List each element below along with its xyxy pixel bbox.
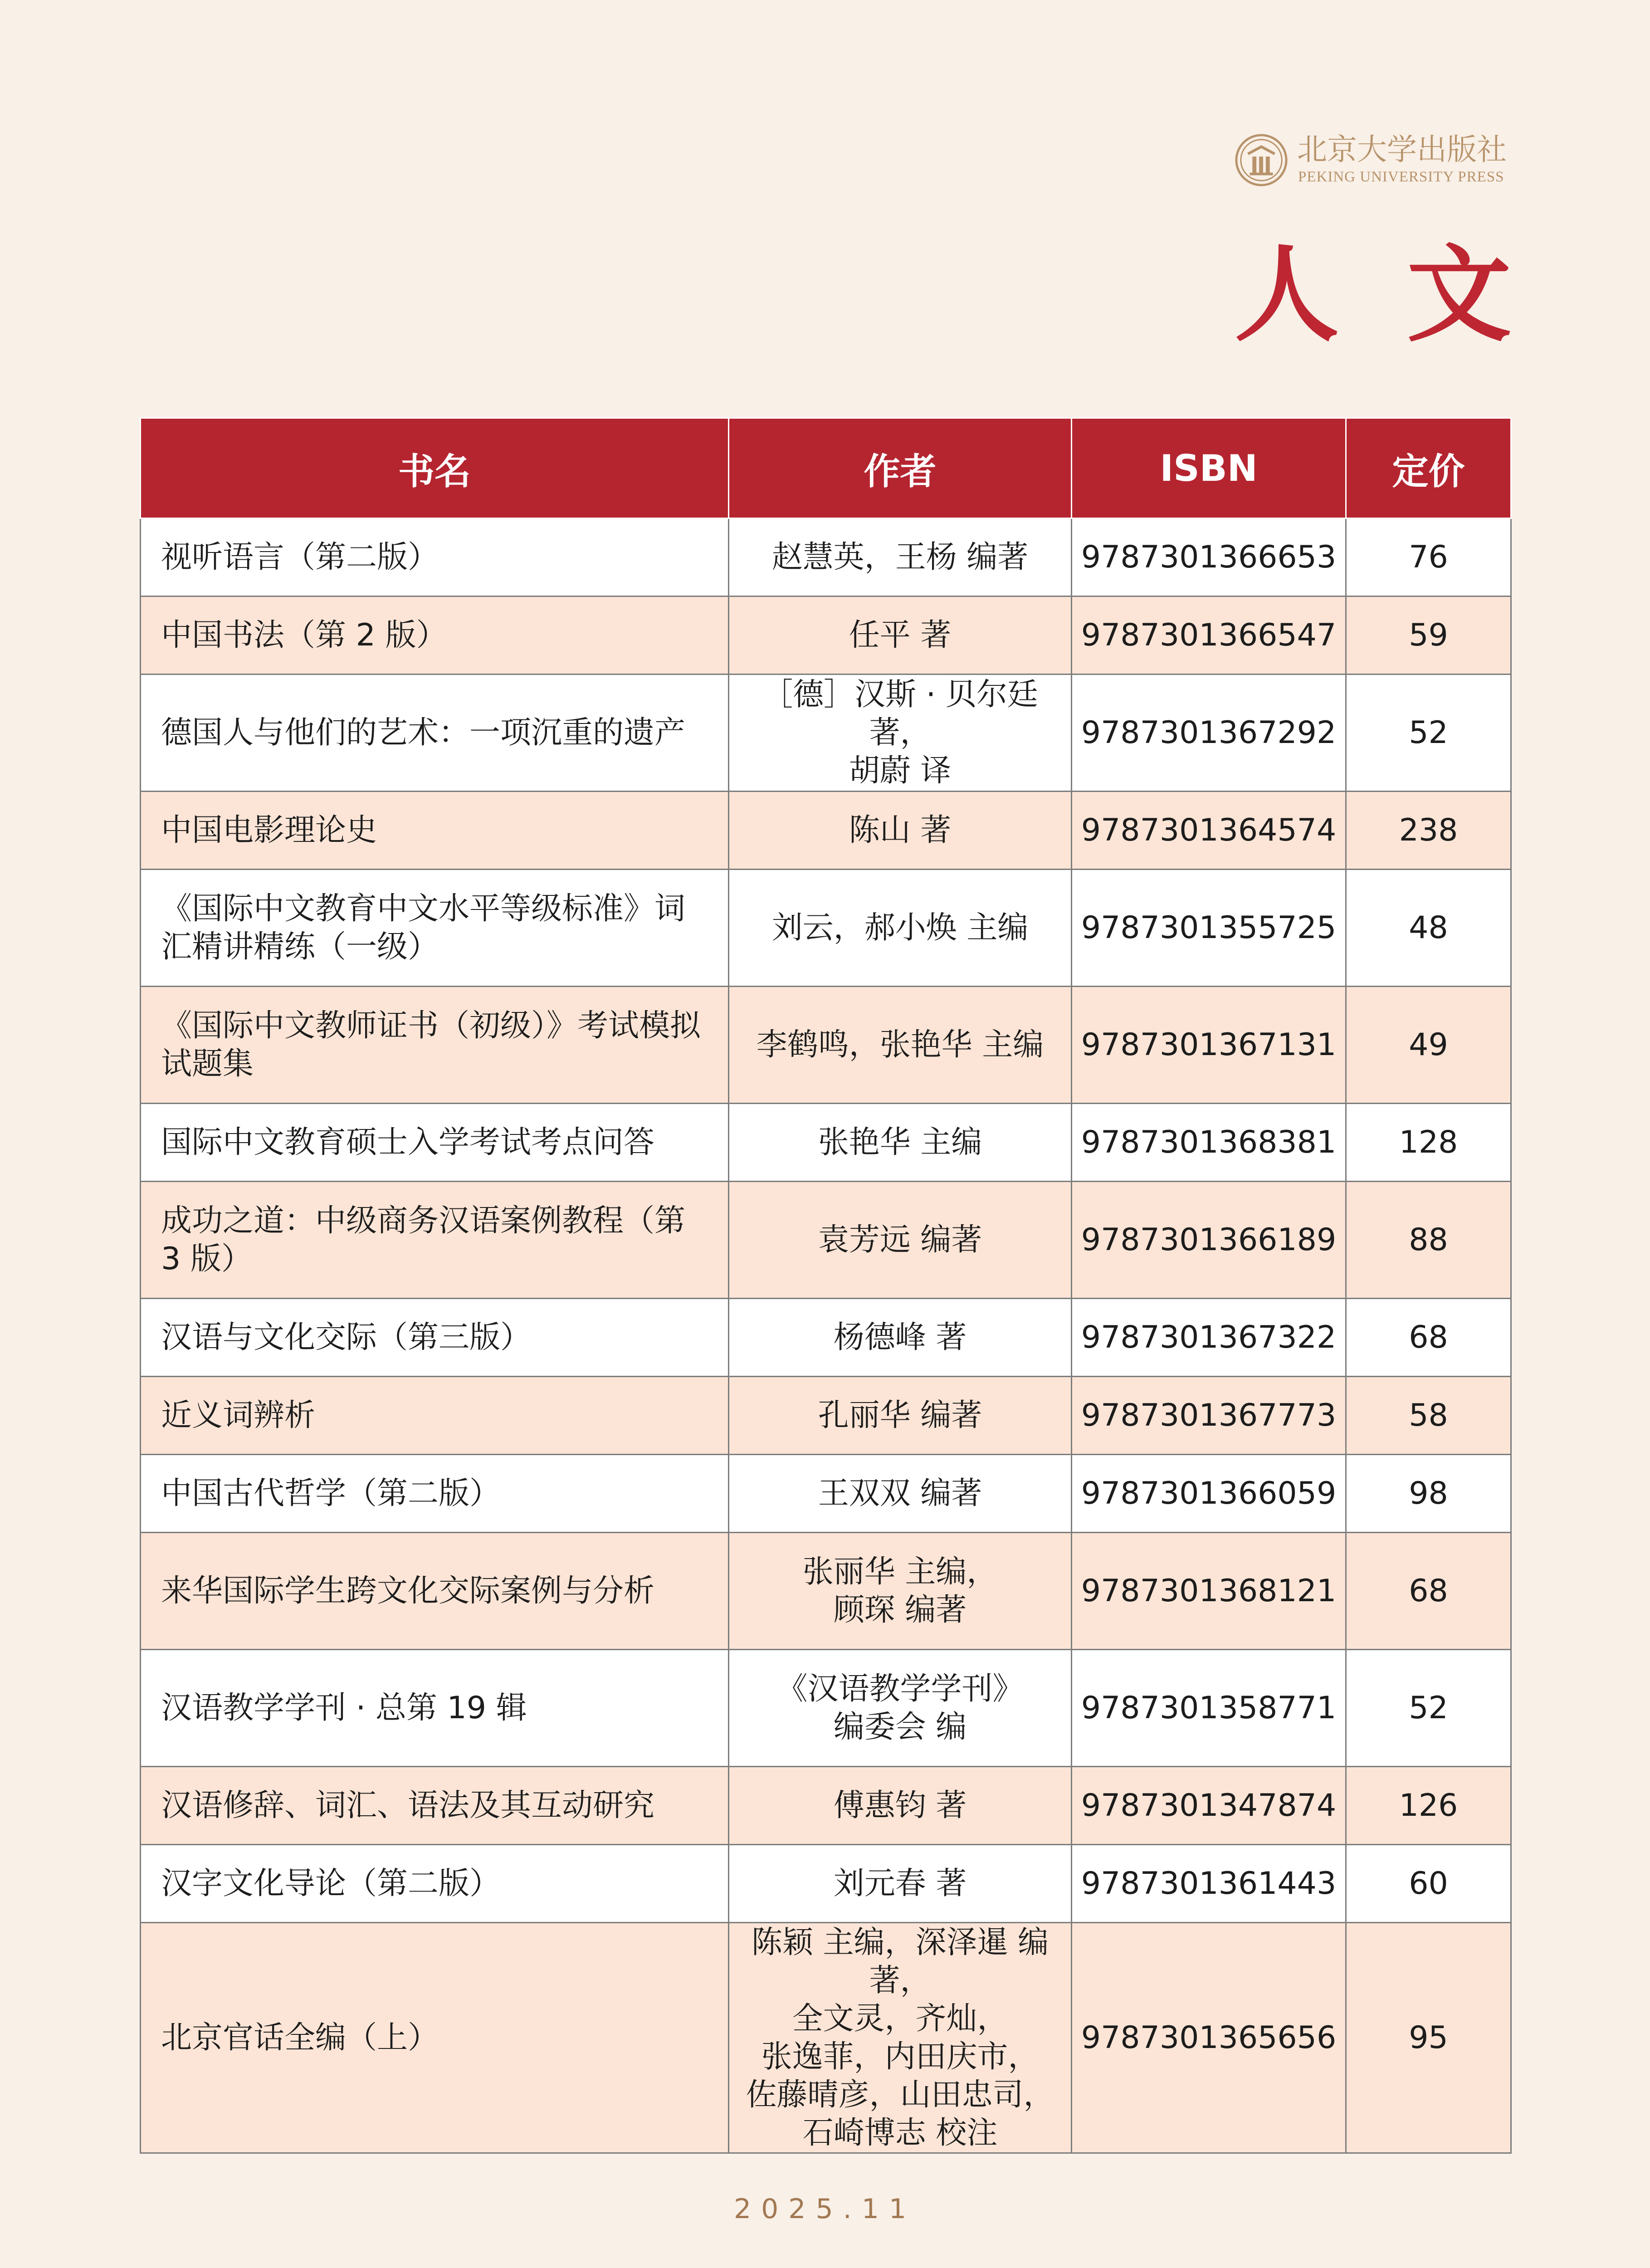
book-author-cell: [729, 1455, 1072, 1533]
author-line: 王双双 编著: [818, 1475, 982, 1511]
book-title-cell: 中国电影理论史: [141, 792, 729, 870]
table-row: [141, 870, 1511, 987]
book-author-cell: [729, 987, 1072, 1104]
publisher-name-en: PEKING UNIVERSITY PRESS: [1298, 169, 1504, 185]
author-line: 张艳华 主编: [818, 1124, 982, 1160]
book-title-cell: 国际中文教育硕士入学考试考点问答: [141, 1104, 729, 1182]
book-price-cell: 68: [1346, 1533, 1511, 1650]
author-line: 佐藤晴彦，山田忠司，: [746, 2077, 1054, 2113]
book-isbn-cell: 9787301367131: [1072, 987, 1346, 1104]
author-line: 陈山 著: [849, 812, 952, 848]
author-line: ［德］汉斯 · 贝尔廷 著，: [762, 676, 1038, 751]
book-title-cell: 德国人与他们的艺术：一项沉重的遗产: [141, 675, 729, 792]
book-isbn-cell: 9787301368121: [1072, 1533, 1346, 1650]
book-isbn-cell: 9787301347874: [1072, 1767, 1346, 1845]
author-line: 李鹤鸣，张艳华 主编: [756, 1026, 1044, 1063]
author-line: 张丽华 主编，: [802, 1554, 998, 1590]
book-price-cell: 52: [1346, 1650, 1511, 1767]
book-isbn-cell: 9787301367292: [1072, 675, 1346, 792]
book-price-cell: 95: [1346, 1923, 1511, 2153]
book-author-cell: [729, 675, 1072, 792]
table-row: [141, 518, 1511, 596]
book-title-cell: 汉语与文化交际（第三版）: [141, 1299, 729, 1377]
book-price-cell: 76: [1346, 518, 1511, 596]
author-line: 傅惠钧 著: [833, 1787, 967, 1823]
header-author: 作者: [729, 418, 1072, 518]
table-row: [141, 1182, 1511, 1299]
book-author-cell: [729, 1845, 1072, 1923]
book-author-cell: [729, 1377, 1072, 1455]
book-title-cell: 汉字文化导论（第二版）: [141, 1845, 729, 1923]
book-price-cell: 52: [1346, 675, 1511, 792]
author-line: 石崎博志 校注: [802, 2115, 998, 2151]
table-row: [141, 1845, 1511, 1923]
table-body: [141, 518, 1511, 2153]
book-author-cell: [729, 1650, 1072, 1767]
book-price-cell: 126: [1346, 1767, 1511, 1845]
header-title: 书名: [141, 418, 729, 518]
book-isbn-cell: 9787301368381: [1072, 1104, 1346, 1182]
footer-date: 2025.11: [733, 2193, 917, 2225]
book-price-cell: 59: [1346, 596, 1511, 675]
book-isbn-cell: 9787301365656: [1072, 1923, 1346, 2153]
book-isbn-cell: 9787301366653: [1072, 518, 1346, 596]
book-title-cell: 中国书法（第 2 版）: [141, 596, 729, 675]
book-title-cell: 成功之道：中级商务汉语案例教程（第 3 版）: [141, 1182, 729, 1299]
book-price-cell: 88: [1346, 1182, 1511, 1299]
book-author-cell: [729, 518, 1072, 596]
header-isbn: ISBN: [1072, 418, 1346, 518]
pku-emblem-icon: [1235, 133, 1288, 187]
book-title-cell: 来华国际学生跨文化交际案例与分析: [141, 1533, 729, 1650]
table-row: [141, 1104, 1511, 1182]
book-author-cell: [729, 792, 1072, 870]
header-row: [141, 418, 1511, 518]
publisher-logo: [1235, 132, 1511, 191]
author-line: 杨德峰 著: [833, 1319, 967, 1355]
table-row: [141, 1767, 1511, 1845]
header-price: 定价: [1346, 418, 1511, 518]
table-header: [141, 418, 1511, 518]
book-title-cell: 汉语教学学刊 · 总第 19 辑: [141, 1650, 729, 1767]
book-title-cell: 中国古代哲学（第二版）: [141, 1455, 729, 1533]
book-price-cell: 60: [1346, 1845, 1511, 1923]
author-line: 胡蔚 译: [849, 753, 952, 789]
author-line: 陈颖 主编，深泽暹 编著，: [751, 1924, 1049, 1999]
book-price-cell: 48: [1346, 870, 1511, 987]
author-line: 全文灵，齐灿，: [792, 2000, 1008, 2037]
author-line: 刘云，郝小焕 主编: [771, 909, 1029, 946]
book-title-cell: 北京官话全编（上）: [141, 1923, 729, 2153]
book-isbn-cell: 9787301366059: [1072, 1455, 1346, 1533]
table-row: [141, 1923, 1511, 2153]
book-isbn-cell: 9787301355725: [1072, 870, 1346, 987]
author-line: 刘元春 著: [833, 1865, 967, 1901]
publisher-name-cn: 北京大学出版社: [1297, 132, 1507, 167]
book-price-cell: 68: [1346, 1299, 1511, 1377]
book-title-cell: 汉语修辞、词汇、语法及其互动研究: [141, 1767, 729, 1845]
book-isbn-cell: 9787301366189: [1072, 1182, 1346, 1299]
book-isbn-cell: 9787301366547: [1072, 596, 1346, 675]
book-isbn-cell: 9787301367773: [1072, 1377, 1346, 1455]
book-author-cell: [729, 1299, 1072, 1377]
book-isbn-cell: 9787301364574: [1072, 792, 1346, 870]
table-row: [141, 987, 1511, 1104]
author-line: 赵慧英，王杨 编著: [771, 539, 1029, 575]
book-author-cell: [729, 596, 1072, 675]
book-price-cell: 238: [1346, 792, 1511, 870]
book-author-cell: [729, 1533, 1072, 1650]
page-title: 人文: [1235, 234, 1579, 356]
book-price-cell: 58: [1346, 1377, 1511, 1455]
author-line: 袁芳远 编著: [818, 1222, 982, 1258]
book-author-cell: [729, 1182, 1072, 1299]
book-title-cell: 视听语言（第二版）: [141, 518, 729, 596]
book-isbn-cell: 9787301361443: [1072, 1845, 1346, 1923]
table-row: [141, 675, 1511, 792]
book-title-cell: 《国际中文教师证书（初级）》考试模拟试题集: [141, 987, 729, 1104]
author-line: 顾琛 编著: [833, 1592, 967, 1628]
author-line: 任平 著: [849, 617, 952, 653]
book-isbn-cell: 9787301358771: [1072, 1650, 1346, 1767]
table-row: [141, 1377, 1511, 1455]
book-table: [140, 417, 1512, 2154]
book-price-cell: 128: [1346, 1104, 1511, 1182]
author-line: 孔丽华 编著: [818, 1397, 982, 1433]
table-row: [141, 596, 1511, 675]
book-author-cell: [729, 1104, 1072, 1182]
book-isbn-cell: 9787301367322: [1072, 1299, 1346, 1377]
table-row: [141, 1650, 1511, 1767]
author-line: 编委会 编: [833, 1709, 967, 1745]
book-author-cell: [729, 1767, 1072, 1845]
table-row: [141, 1533, 1511, 1650]
book-title-cell: 近义词辨析: [141, 1377, 729, 1455]
book-author-cell: [729, 870, 1072, 987]
table-row: [141, 1299, 1511, 1377]
author-line: 张逸菲，内田庆市，: [761, 2038, 1039, 2075]
table-row: [141, 1455, 1511, 1533]
table-row: [141, 792, 1511, 870]
book-price-cell: 98: [1346, 1455, 1511, 1533]
author-line: 《汉语教学学刊》: [776, 1671, 1024, 1707]
book-author-cell: [729, 1923, 1072, 2153]
book-price-cell: 49: [1346, 987, 1511, 1104]
book-title-cell: 《国际中文教育中文水平等级标准》词汇精讲精练（一级）: [141, 870, 729, 987]
